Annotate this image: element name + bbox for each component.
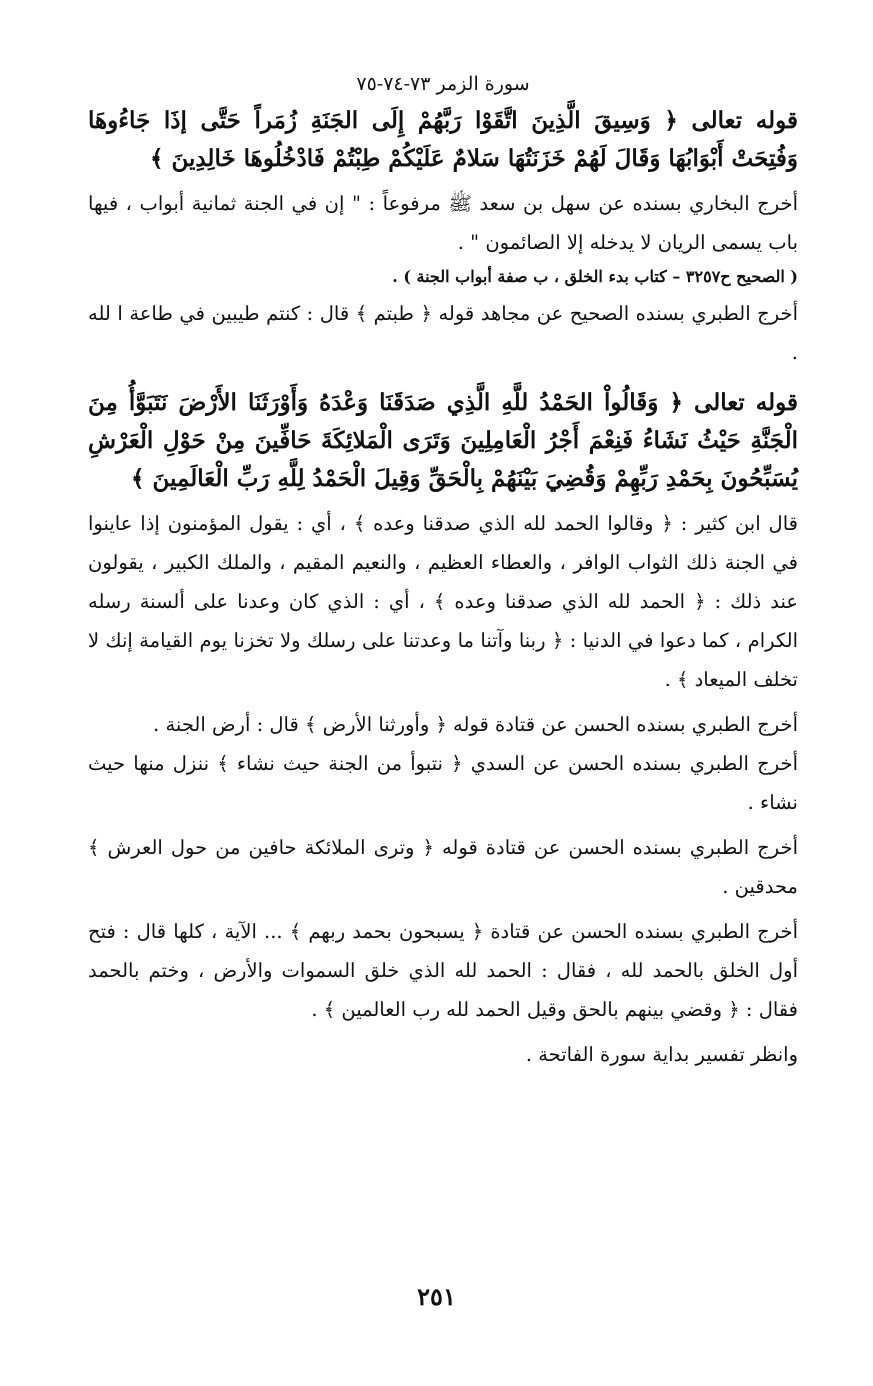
ibn-kathir-commentary: قال ابن كثير : ﴿ وقالوا الحمد لله الذي صدقنا وعده ﴾ ، أي : يقول المؤمنون إذا عاينوا في الجنة ذلك الثواب الوافر ، والعطاء العظيم ، والنعيم المقيم ، والملك الكبير ، يقولون عند ذلك : ﴿ الحمد لله الذي صدقنا وعده ﴾ ، أي : الذي كان وعدنا على ألسنة رسله الكرام ، كما دعوا في الدنيا : ﴿ ربنا وآتنا ما وعدتنا على رسلك ولا تخزنا يوم القيامة إنك لا تخلف الميعاد ﴾ .: [88, 512, 798, 691]
tabari-mujahid: أخرج الطبري بسنده الصحيح عن مجاهد قوله ﴿ طبتم ﴾ قال : كنتم طيبين في طاعة ا لله .: [88, 302, 798, 364]
hadith-reference: ( الصحيح ح٣٢٥٧ – كتاب بدء الخلق ، ب صفة أبواب الجنة ) .: [392, 267, 798, 286]
tabari-suddi: أخرج الطبري بسنده الحسن عن السدي ﴿ نتبوأ من الجنة حيث نشاء ﴾ ننزل منها حيث نشاء .: [88, 752, 798, 814]
tabari-qatada-2: أخرج الطبري بسنده الحسن عن قتادة قوله ﴿ وترى الملائكة حافين من حول العرش ﴾ محدقين .: [88, 836, 798, 898]
tabari-qatada-3: أخرج الطبري بسنده الحسن عن قتادة ﴿ يسبحون بحمد ربهم ﴾ ... الآية ، كلها قال : فتح أول الخلق بالحمد لله ، فقال : الحمد لله الذي خلق السموات والأرض ، وختم بالحمد فقال : ﴿ وقضي بينهم بالحق وقيل الحمد لله رب العالمين ﴾ .: [88, 920, 798, 1021]
page-number: ٢٥١: [417, 1282, 456, 1311]
page-body: [88, 70, 798, 1074]
see-also-note: وانظر تفسير بداية سورة الفاتحة .: [525, 1043, 798, 1066]
verse-74-75: قوله تعالى ﴿ وَقَالُواْ الحَمْدُ للَّهِ الَّذِي صَدَقَنَا وَعْدَهُ وَأَوْرَثَنَا الأَرْضَ نَتَبَوَّأُ مِنَ الْجَنَّةِ حَيْثُ نَشَاءُ فَنِعْمَ أَجْرُ الْعَامِلِينَ وَتَرَى الْمَلائِكَةَ حَافِّينَ مِنْ حَوْلِ الْعَرْشِ يُسَبِّحُونَ بِحَمْدِ رَبِّهِمْ وَقُضِيَ بَيْنَهُمْ بِالْحَقِّ وَقِيلَ الْحَمْدُ لِلَّهِ رَبِّ الْعَالَمِينَ ﴾: [88, 389, 798, 492]
tabari-qatada-1: أخرج الطبري بسنده الحسن عن قتادة قوله ﴿ وأورثنا الأرض ﴾ قال : أرض الجنة .: [153, 713, 798, 736]
verse-73: قوله تعالى ﴿ وَسِيقَ الَّذِينَ اتَّقَوْا رَبَّهُمْ إِلَى الجَنَةِ زُمَراً حَتَّى إذَا جَاءُوهَا وَفُتِحَتْ أَبْوَابُهَا وَقَالَ لَهُمْ خَزَنَتُهَا سَلامٌ عَلَيْكُمْ طِبْتُمْ فَادْخُلُوهَا خَالِدِينَ ﴾: [88, 107, 798, 172]
bukhari-hadith: أخرج البخاري بسنده عن سهل بن سعد ﷺ مرفوعاً : " إن في الجنة ثمانية أبواب ، فيها باب يسمى الريان لا يدخله إلا الصائمون " .: [88, 192, 798, 254]
page-header: سورة الزمر ٧٣-٧٤-٧٥: [356, 73, 530, 95]
